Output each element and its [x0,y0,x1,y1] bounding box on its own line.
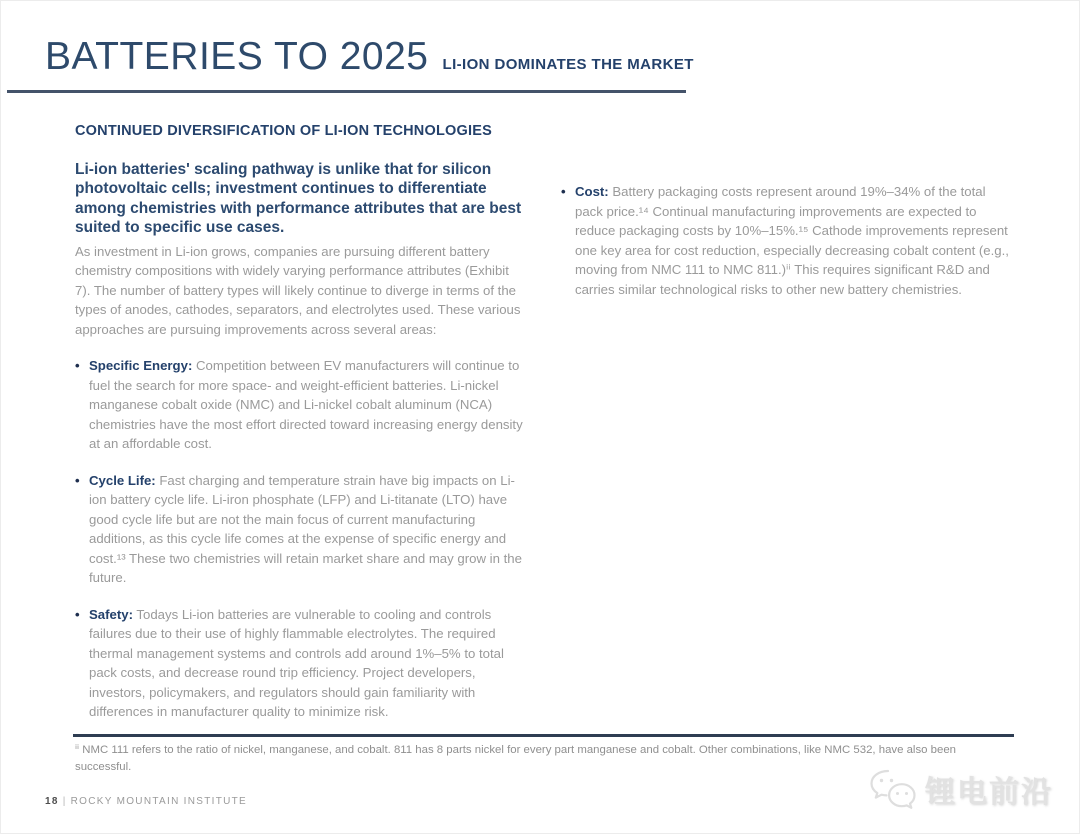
bullet-label: Specific Energy: [89,358,193,373]
right-column [561,182,1015,299]
page-subtitle: LI-ION DOMINATES THE MARKET [442,56,694,73]
bullet-body-text: Competition between EV manufacturers will continue to fuel the search for more space- and weight-efficient batteries. Li-nickel manganese cobalt oxide (NMC) and Li-nickel cobalt aluminum (NCA) chemistries have the most effort directed toward increasing energy density at an affordable cost. [89,358,523,451]
footer-organization: ROCKY MOUNTAIN INSTITUTE [70,796,248,807]
bullet-text [89,356,527,454]
watermark-text: 锂电前沿 [925,776,1053,809]
section-heading: CONTINUED DIVERSIFICATION OF LI-ION TECHNOLOGIES [75,123,492,139]
bullet-label: Cycle Life: [89,472,156,488]
page-header [45,35,694,79]
bullet-text [89,605,527,722]
footnote-rule [73,734,1014,737]
bullet-safety [75,605,527,722]
footnote-text: ⁱⁱ NMC 111 refers to the ratio of nickel, manganese, and cobalt. 811 has 8 parts nickel for every part manganese and cobalt. Other combinations, like NMC 532, have also been successful. [75,744,956,773]
intro-paragraph: As investment in Li-ion grows, companies are pursuing different battery chemistry compositions with widely varying performance attributes (Exhibit 7). The number of battery types will likely continue to diverge in terms of the types of anodes, cathodes, separators, and electrolytes used. These various approaches are pursuing improvements across several areas: [75,243,521,337]
bullet-icon [561,182,575,299]
bullet-body-text: Fast charging and temperature strain have big impacts on Li-ion battery cycle life. Li-iron phosphate (LFP) and Li-titanate (LTO) have good cycle life but are not the main focus of current manufacturing additions, as this cycle life comes at the expense of specific energy and cost.¹³ These two chemistries will retain market share and may grow in the future. [89,472,522,585]
bullet-body-text: Battery packaging costs represent around 19%–34% of the total pack price.¹⁴ Continual manufacturing improvements are expected to reduce packaging costs by 10%–15%.¹⁵ Cathode improvements represent one key area for cost reduction, especially decreasing cobalt content (e.g., moving from NMC 111 to NMC 811.)ⁱⁱ This requires significant R&D and carries similar technological risks to other new battery chemistries. [575,184,1009,297]
watermark [867,767,1053,811]
page-title: BATTERIES TO 2025 [45,35,429,78]
bullet-label: Cost: [575,184,609,199]
left-column [75,122,527,722]
bullet-icon [75,605,89,722]
bullet-cycle-life [75,471,527,588]
bullet-icon [75,356,89,454]
bullet-label: Safety: [89,606,133,622]
footer-separator: | [62,796,67,807]
bullet-body-text: Todays Li-ion batteries are vulnerable to cooling and controls failures due to their use of highly flammable electrolytes. The required thermal management systems and controls add around 1%–5% to total pack costs, and decrease round trip efficiency. Project developers, investors, policymakers, and regulators should gain familiarity with differences in manufacturer quality to minimize risk. [89,606,504,719]
lead-paragraph: Li-ion batteries' scaling pathway is unlike that for silicon photovoltaic cells; investment continues to differentiate among chemistries with performance attributes that are best suited to specific use cases. [75,160,522,236]
bullet-cost [561,182,1015,299]
bullet-specific-energy [75,356,527,454]
bullet-text [575,182,1015,299]
bullet-text [89,471,527,588]
page-number: 18 [45,796,59,807]
wechat-icon [867,767,919,811]
page-footer [45,796,247,807]
title-rule [7,90,686,93]
bullet-icon [75,471,89,588]
